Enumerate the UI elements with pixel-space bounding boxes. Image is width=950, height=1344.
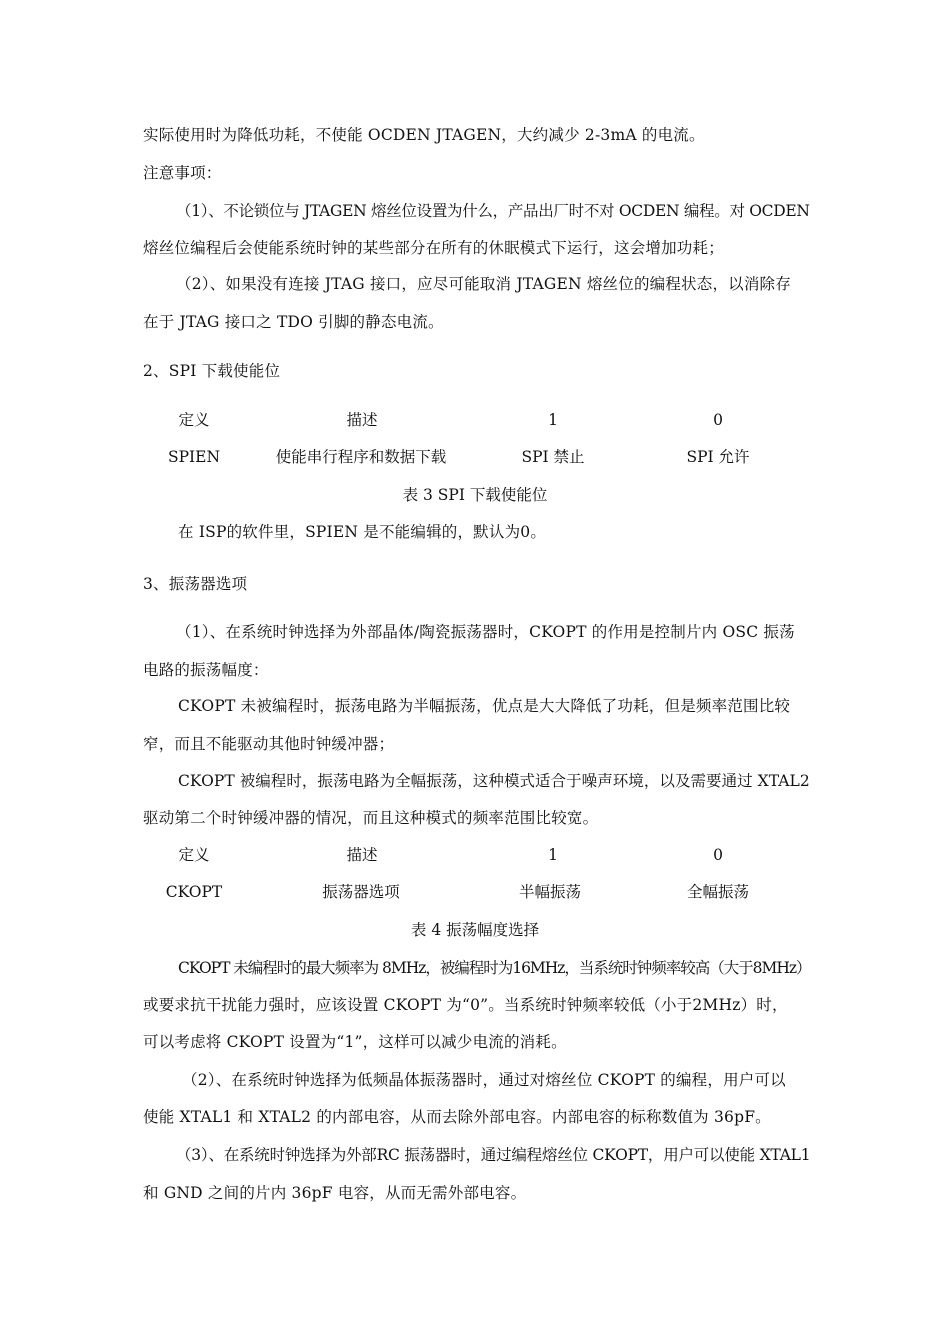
paragraph-line: CKOPT 未被编程时，振荡电路为半幅振荡，优点是大大降低了功耗，但是频率范围比较 bbox=[178, 697, 791, 715]
paragraph-line: 在于 JTAG 接口之 TDO 引脚的静态电流。 bbox=[143, 313, 444, 331]
paragraph-line: 实际使用时为降低功耗，不使能 OCDEN JTAGEN，大约减少 2-3mA 的电流。 bbox=[143, 126, 705, 144]
table-header-cell: 0 bbox=[713, 846, 723, 864]
table-header-cell: 定义 bbox=[178, 411, 210, 429]
section-heading: 3、振荡器选项 bbox=[143, 575, 248, 593]
table-cell: 使能串行程序和数据下载 bbox=[275, 448, 447, 466]
table-header-cell: 定义 bbox=[178, 846, 210, 864]
paragraph-line: 电路的振荡幅度： bbox=[143, 661, 269, 679]
paragraph-line: 可以考虑将 CKOPT 设置为“1”，这样可以减少电流的消耗。 bbox=[143, 1033, 567, 1051]
paragraph-line: 窄，而且不能驱动其他时钟缓冲器； bbox=[143, 735, 395, 753]
table-cell: CKOPT bbox=[165, 883, 223, 901]
paragraph-line: （3）、在系统时钟选择为外部RC 振荡器时，通过编程熔丝位 CKOPT，用户可以使能 XTAL1 bbox=[176, 1146, 811, 1164]
section-heading: 2、SPI 下载使能位 bbox=[143, 362, 281, 380]
table-header-cell: 描述 bbox=[346, 411, 378, 429]
table-caption: 表 4 振荡幅度选择 bbox=[410, 921, 540, 939]
table-header-cell: 1 bbox=[548, 846, 558, 864]
paragraph-line: 熔丝位编程后会使能系统时钟的某些部分在所有的休眠模式下运行，这会增加功耗； bbox=[143, 239, 724, 257]
paragraph-line: （2）、在系统时钟选择为低频晶体振荡器时，通过对熔丝位 CKOPT 的编程，用户可以 bbox=[182, 1071, 786, 1089]
paragraph-line: CKOPT 未编程时的最大频率为 8MHz，被编程时为16MHz，当系统时钟频率较高（大于8MHz） bbox=[178, 959, 811, 977]
table-cell: 全幅振荡 bbox=[686, 883, 750, 901]
paragraph-line: 或要求抗干扰能力强时，应该设置 CKOPT 为“0”。当系统时钟频率较低（小于2MHz）时， bbox=[143, 996, 788, 1014]
table-cell: SPI 禁止 bbox=[521, 448, 585, 466]
table-cell: SPIEN bbox=[167, 448, 221, 466]
note-heading: 注意事项： bbox=[143, 164, 222, 182]
paragraph-line: （2）、如果没有连接 JTAG 接口，应尽可能取消 JTAGEN 熔丝位的编程状态，以消除存 bbox=[176, 275, 791, 293]
paragraph-line: 和 GND 之间的片内 36pF 电容，从而无需外部电容。 bbox=[143, 1184, 527, 1202]
table-caption: 表 3 SPI 下载使能位 bbox=[402, 486, 548, 504]
table-cell: 振荡器选项 bbox=[322, 883, 400, 901]
table-cell: 半幅振荡 bbox=[518, 883, 582, 901]
paragraph-line: （1）、不论锁位与 JTAGEN 熔丝位设置为什么，产品出厂时不对 OCDEN 编程。对 OCDEN bbox=[176, 202, 810, 220]
paragraph-line: CKOPT 被编程时，振荡电路为全幅振荡，这种模式适合于噪声环境，以及需要通过 XTAL2 bbox=[178, 772, 810, 790]
paragraph-line: 在 ISP的软件里，SPIEN 是不能编辑的，默认为0。 bbox=[178, 523, 547, 541]
paragraph-line: 使能 XTAL1 和 XTAL2 的内部电容，从而去除外部电容。内部电容的标称数值为 36pF。 bbox=[143, 1108, 771, 1126]
table-header-cell: 1 bbox=[548, 411, 558, 429]
table-header-cell: 描述 bbox=[346, 846, 378, 864]
table-header-cell: 0 bbox=[713, 411, 723, 429]
table-cell: SPI 允许 bbox=[686, 448, 750, 466]
paragraph-line: （1）、在系统时钟选择为外部晶体/陶瓷振荡器时，CKOPT 的作用是控制片内 OSC 振荡 bbox=[176, 623, 795, 641]
paragraph-line: 驱动第二个时钟缓冲器的情况，而且这种模式的频率范围比较宽。 bbox=[143, 809, 599, 827]
